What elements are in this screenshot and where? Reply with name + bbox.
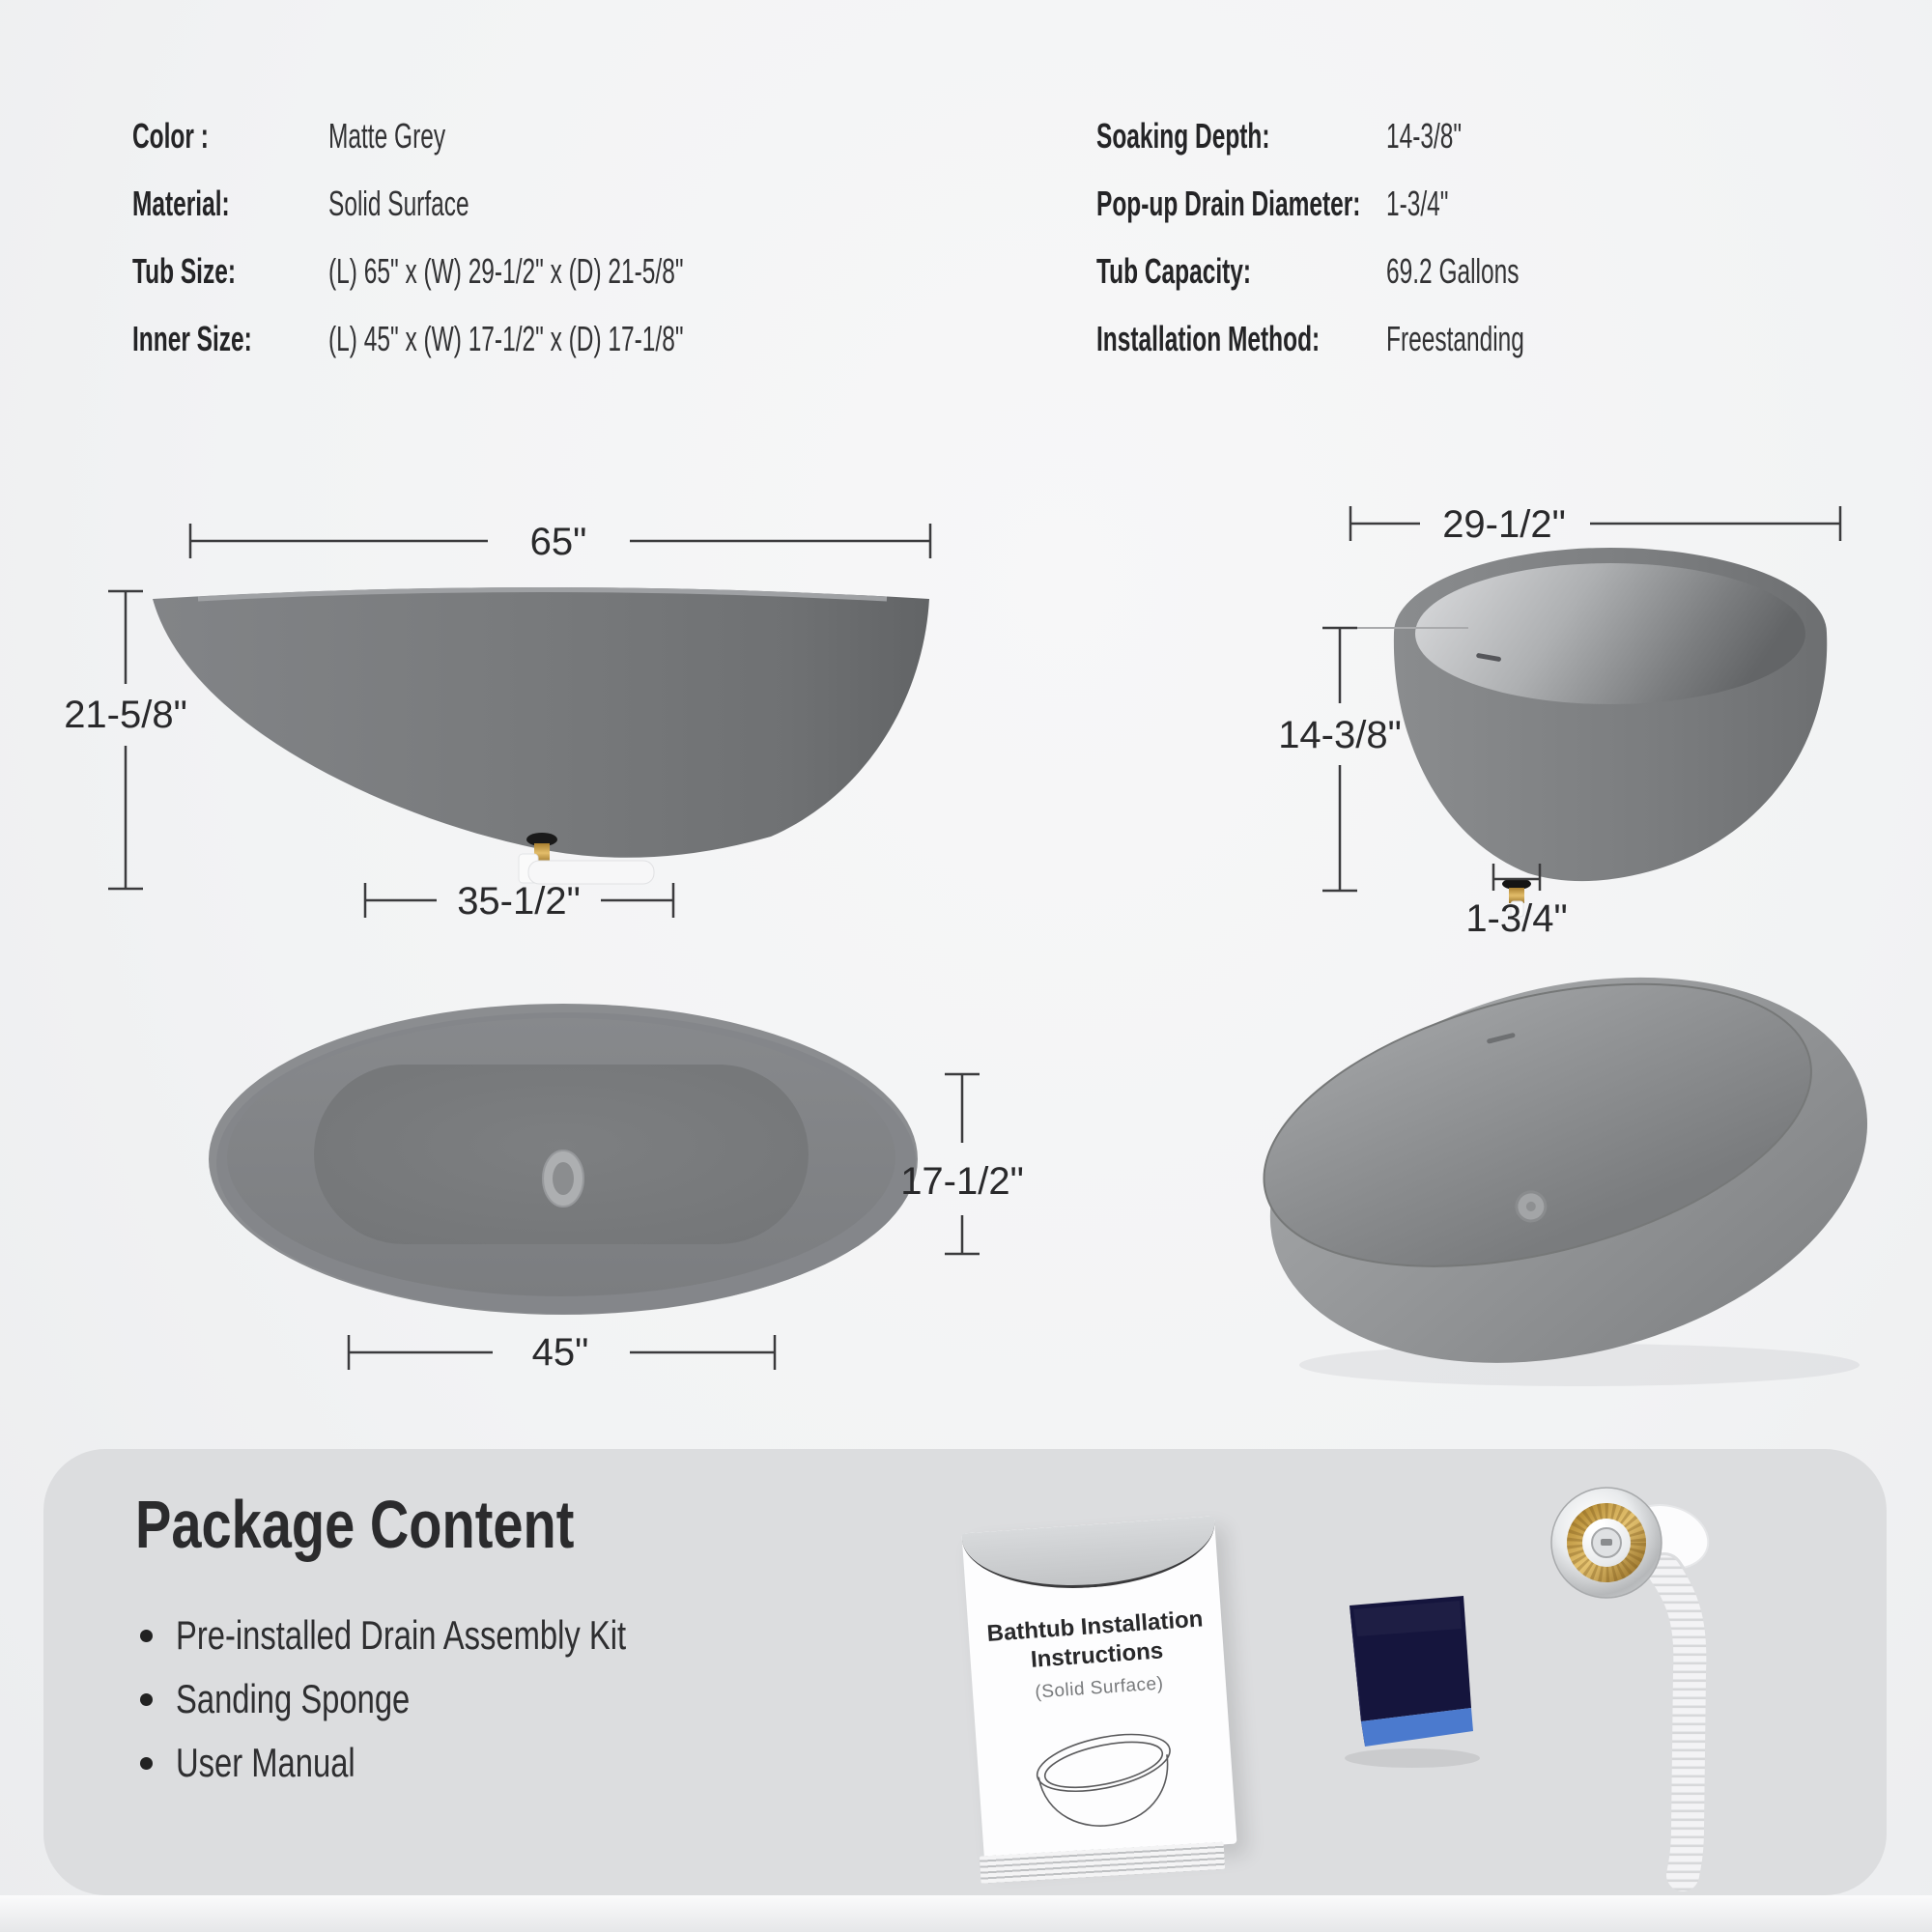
spec-label-drain-diameter: Pop-up Drain Diameter: (1096, 184, 1361, 223)
page-bottom-strip (0, 1895, 1932, 1932)
package-item-label: User Manual (176, 1740, 355, 1785)
dim-label-end-width: 29-1/2" (1442, 503, 1566, 546)
dim-label-end-drain-diameter: 1-3/4" (1465, 897, 1568, 940)
spec-value-installation: Freestanding (1386, 319, 1524, 358)
drain-assembly (1520, 1483, 1761, 1898)
package-items-list (140, 1604, 753, 1795)
side-view-tub (153, 587, 929, 858)
manual-title: Bathtub Installation Instructions (985, 1605, 1205, 1673)
spec-value-soaking-depth: 14-3/8" (1386, 116, 1463, 156)
package-content-card (43, 1449, 1887, 1895)
dim-label-top-inner-width: 17-1/2" (900, 1160, 1024, 1203)
spec-label-color: Color : (132, 116, 209, 156)
drain-popup-flange (1551, 1488, 1662, 1598)
tub-perspective-view (1217, 952, 1932, 1396)
spec-row-soaking-depth (1096, 102, 1589, 170)
manual-page-stack (980, 1842, 1225, 1884)
top-view-drain (543, 1151, 583, 1207)
sanding-sponge (1321, 1592, 1490, 1771)
tub-top-view-diagram (116, 966, 1063, 1430)
spec-label-material: Material: (132, 184, 230, 223)
dim-label-top-inner-length: 45" (531, 1331, 589, 1374)
spec-row-tub-size (132, 238, 850, 305)
manual-tub-sketch-icon (1020, 1717, 1192, 1844)
dim-side-base (365, 880, 673, 923)
dim-side-length (190, 521, 930, 563)
bullet-icon (140, 1630, 153, 1642)
specs-left-block (132, 102, 850, 373)
manual-subtitle: (Solid Surface) (1034, 1673, 1165, 1703)
spec-label-inner-size: Inner Size: (132, 319, 252, 358)
package-item-label: Pre-installed Drain Assembly Kit (176, 1612, 627, 1658)
spec-label-soaking-depth: Soaking Depth: (1096, 116, 1270, 156)
perspective-tub (1229, 919, 1908, 1422)
instruction-manual (961, 1516, 1236, 1861)
package-content-title: Package Content (135, 1487, 575, 1562)
spec-row-material (132, 170, 850, 238)
spec-row-installation (1096, 305, 1589, 373)
bullet-icon (140, 1693, 153, 1706)
dim-end-width (1350, 503, 1840, 546)
dim-label-side-base: 35-1/2" (457, 880, 581, 923)
package-item-drain-kit (140, 1604, 753, 1667)
dim-label-end-soaking-depth: 14-3/8" (1278, 714, 1402, 756)
spec-value-inner-size: (L) 45" x (W) 17-1/2" x (D) 17-1/8" (328, 319, 684, 358)
spec-value-color: Matte Grey (328, 116, 446, 156)
manual-cover-band (961, 1516, 1218, 1596)
specs-right-block (1096, 102, 1589, 373)
bullet-icon (140, 1757, 153, 1770)
spec-row-color (132, 102, 850, 170)
spec-label-capacity: Tub Capacity: (1096, 251, 1252, 291)
spec-row-drain-diameter (1096, 170, 1589, 238)
end-view-interior (1415, 563, 1805, 704)
spec-label-tub-size: Tub Size: (132, 251, 236, 291)
sponge-shadow (1345, 1748, 1480, 1768)
package-item-label: Sanding Sponge (176, 1676, 411, 1721)
spec-value-tub-size: (L) 65" x (W) 29-1/2" x (D) 21-5/8" (328, 251, 684, 291)
dim-label-side-length: 65" (529, 521, 587, 563)
spec-value-drain-diameter: 1-3/4" (1386, 184, 1449, 223)
package-item-sanding-sponge (140, 1667, 753, 1731)
package-item-user-manual (140, 1731, 753, 1795)
spec-row-inner-size (132, 305, 850, 373)
tub-end-view-diagram (1278, 454, 1903, 940)
dim-top-inner-width (900, 1074, 1024, 1254)
spec-label-installation: Installation Method: (1096, 319, 1321, 358)
dim-top-inner-length (349, 1331, 775, 1374)
dim-label-side-depth: 21-5/8" (64, 694, 187, 736)
spec-row-capacity (1096, 238, 1589, 305)
tub-side-view-diagram (64, 454, 966, 923)
spec-value-capacity: 69.2 Gallons (1386, 251, 1520, 291)
spec-value-material: Solid Surface (328, 184, 469, 223)
